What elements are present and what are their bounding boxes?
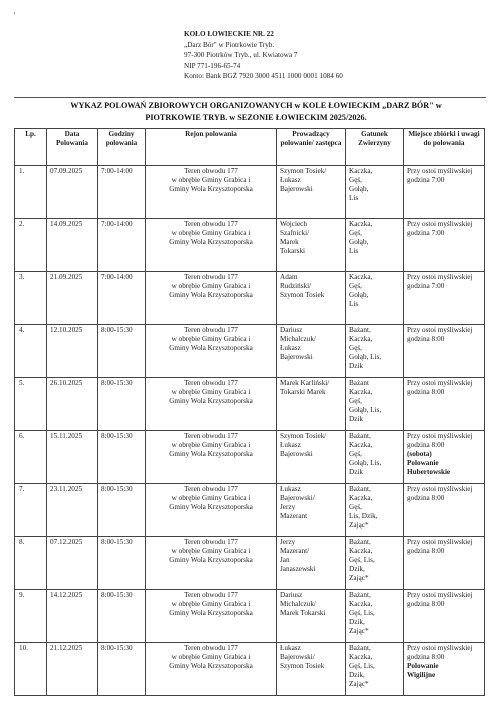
- leader-line: Łukasz: [280, 644, 301, 652]
- corner-tick-mark: ': [14, 11, 16, 20]
- area-line: w obrębie Gminy Grabica i: [171, 175, 251, 184]
- place-line: Przy ostoi myśliwskiej: [407, 220, 473, 228]
- area-line: Teren obwodu 177: [184, 432, 238, 440]
- cell-place: [404, 325, 485, 378]
- leader-line: Łukasz: [280, 485, 301, 493]
- cell-hours: 7:00-14:00: [98, 166, 146, 219]
- table-row: [15, 378, 485, 431]
- cell-place: [404, 643, 485, 696]
- game-line: Gołąb, Lis,: [349, 458, 382, 467]
- place-line: godzina 7:00: [407, 175, 445, 184]
- cell-lp: 10.: [15, 643, 47, 696]
- area-line: Gminy Wola Krzysztoporska: [169, 661, 253, 670]
- leader-line: Janaszewski: [280, 564, 316, 573]
- game-line: Gołąb,: [349, 237, 369, 246]
- cell-lp: 4.: [15, 325, 47, 378]
- game-line: Kaczka,: [349, 493, 373, 502]
- area-line: Teren obwodu 177: [184, 326, 238, 334]
- cell-place: [404, 378, 485, 431]
- table-row: [15, 325, 485, 378]
- leader-line: Dariusz: [280, 591, 303, 599]
- leader-line: Rudziński/: [280, 281, 312, 290]
- place-line: Przy ostoi myśliwskiej: [407, 432, 473, 440]
- cell-leader: [277, 590, 346, 643]
- game-line: Kaczka,: [349, 220, 373, 228]
- cell-date: 23.11.2025: [47, 484, 98, 537]
- cell-area: [146, 431, 277, 484]
- place-line: godzina 7:00: [407, 228, 445, 237]
- leader-line: Adam: [280, 273, 298, 281]
- game-line: Kaczka,: [349, 599, 373, 608]
- area-line: w obrębie Gminy Grabica i: [171, 493, 251, 502]
- cell-hours: 7:00-14:00: [98, 272, 146, 325]
- cell-place: [404, 431, 485, 484]
- cell-leader: [277, 272, 346, 325]
- game-line: Bażant,: [349, 326, 371, 334]
- cell-hours: 8:00-15:30: [98, 643, 146, 696]
- area-line: Gminy Wola Krzysztoporska: [169, 343, 253, 352]
- cell-hours: 8:00-15:30: [98, 484, 146, 537]
- place-line: Przy ostoi myśliwskiej: [407, 379, 473, 387]
- leader-line: Łukasz: [280, 343, 301, 352]
- title-line-2: PIOTRKOWIE TRYB. w SEZONIE ŁOWIECKIM 2025/2026.: [145, 112, 367, 122]
- place-line: Polowanie: [407, 661, 439, 670]
- area-line: Teren obwodu 177: [184, 379, 238, 387]
- leader-line: Szymon Tosiek/: [280, 432, 327, 440]
- leader-line: Michalczuk/: [280, 334, 316, 343]
- header-leader: Prowadzący polowanie/ zastępca: [277, 129, 346, 166]
- leader-line: Michalczuk/: [280, 599, 316, 608]
- cell-area: [146, 590, 277, 643]
- leader-line: Marek: [280, 237, 299, 246]
- cell-hours: 8:00-15:30: [98, 590, 146, 643]
- cell-date: 15.11.2025: [47, 431, 98, 484]
- area-line: Gminy Wola Krzysztoporska: [169, 396, 253, 405]
- table-row: [15, 431, 485, 484]
- game-line: Gęś,: [349, 228, 362, 237]
- game-line: Kaczka,: [349, 334, 373, 343]
- table-row: [15, 166, 485, 219]
- place-line: godzina 8:00: [407, 493, 445, 502]
- cell-date: 07.09.2025: [47, 166, 98, 219]
- game-line: Gołąb, Lis,: [349, 352, 382, 361]
- header-lp: Lp.: [15, 129, 47, 166]
- area-line: Teren obwodu 177: [184, 538, 238, 546]
- table-row: [15, 272, 485, 325]
- cell-place: [404, 537, 485, 590]
- cell-place: [404, 590, 485, 643]
- cell-date: 21.09.2025: [47, 272, 98, 325]
- cell-hours: 8:00-15:30: [98, 537, 146, 590]
- game-line: Dzik,: [349, 617, 365, 626]
- cell-game: [346, 484, 404, 537]
- game-line: Gęś, Lis,: [349, 555, 375, 564]
- cell-area: [146, 166, 277, 219]
- club-subname: „Darz Bór" w Piotrkowie Tryb.: [184, 40, 275, 49]
- area-line: Gminy Wola Krzysztoporska: [169, 184, 253, 193]
- cell-hours: 8:00-15:30: [98, 431, 146, 484]
- game-line: Lis: [349, 299, 359, 308]
- table-row: [15, 537, 485, 590]
- cell-area: [146, 643, 277, 696]
- cell-leader: [277, 325, 346, 378]
- place-line: godzina 8:00: [407, 334, 445, 343]
- game-line: Bażant,: [349, 485, 371, 493]
- area-line: Gminy Wola Krzysztoporska: [169, 555, 253, 564]
- place-line: Przy ostoi myśliwskiej: [407, 326, 473, 334]
- club-nip: NIP 771-196-65-74: [184, 61, 241, 70]
- place-line: Hubertowskie: [407, 467, 451, 476]
- game-line: Gęś,: [349, 502, 362, 511]
- header-divider: [14, 97, 486, 98]
- area-line: Gminy Wola Krzysztoporska: [169, 237, 253, 246]
- game-line: Kaczka,: [349, 167, 373, 175]
- cell-lp: 3.: [15, 272, 47, 325]
- hunts-table: [14, 128, 485, 696]
- game-line: Gęś,: [349, 396, 362, 405]
- leader-line: Tokarski: [280, 246, 306, 255]
- game-line: Gęś, Lis,: [349, 608, 375, 617]
- cell-game: [346, 378, 404, 431]
- title-line-1: WYKAZ POLOWAŃ ZBIOROWYCH ORGANIZOWANYCH w KOLE ŁOWIECKIM „DARZ BÓR" w: [70, 101, 442, 110]
- cell-leader: [277, 166, 346, 219]
- place-line: Przy ostoi myśliwskiej: [407, 591, 473, 599]
- game-line: Kaczka,: [349, 546, 373, 555]
- cell-area: [146, 219, 277, 272]
- document-title: [36, 100, 476, 123]
- header-hours: Godziny polowania: [98, 129, 146, 166]
- area-line: Gminy Wola Krzysztoporska: [169, 502, 253, 511]
- header-area: Rejon polowania: [146, 129, 277, 166]
- cell-place: [404, 484, 485, 537]
- leader-line: Jerzy: [280, 502, 296, 511]
- leader-line: Mazerant/: [280, 546, 310, 555]
- cell-date: 14.09.2025: [47, 219, 98, 272]
- game-line: Gęś,: [349, 175, 362, 184]
- place-line: Polowanie: [407, 458, 439, 467]
- cell-hours: 7:00-14:00: [98, 219, 146, 272]
- cell-hours: 8:00-15:30: [98, 325, 146, 378]
- area-line: Gminy Wola Krzysztoporska: [169, 608, 253, 617]
- cell-area: [146, 378, 277, 431]
- area-line: Teren obwodu 177: [184, 220, 238, 228]
- header-date: Data Polowania: [47, 129, 98, 166]
- cell-date: 07.12.2025: [47, 537, 98, 590]
- area-line: w obrębie Gminy Grabica i: [171, 334, 251, 343]
- game-line: Dzik,: [349, 670, 365, 679]
- game-line: Lis: [349, 246, 359, 255]
- game-line: Gołąb,: [349, 184, 369, 193]
- cell-lp: 9.: [15, 590, 47, 643]
- cell-hours: 8:00-15:30: [98, 378, 146, 431]
- club-bank-account: Konto: Bank BGŻ 7920 3000 4511 1000 0001 1084 60: [184, 72, 343, 81]
- place-line: (sobota): [407, 449, 432, 458]
- cell-game: [346, 643, 404, 696]
- leader-line: Bajerowski/: [280, 493, 315, 502]
- cell-place: [404, 219, 485, 272]
- leader-line: Szymon Tosiek: [280, 661, 325, 670]
- cell-area: [146, 537, 277, 590]
- area-line: w obrębie Gminy Grabica i: [171, 387, 251, 396]
- game-line: Lis, Dzik,: [349, 511, 378, 520]
- area-line: w obrębie Gminy Grabica i: [171, 546, 251, 555]
- cell-leader: [277, 431, 346, 484]
- header-game: Gatunek Zwierzyny: [346, 129, 404, 166]
- table-row: [15, 643, 485, 696]
- game-line: Bażant: [349, 379, 369, 387]
- game-line: Bażant,: [349, 591, 371, 599]
- cell-place: [404, 272, 485, 325]
- game-line: Gęś,: [349, 449, 362, 458]
- cell-game: [346, 537, 404, 590]
- cell-lp: 7.: [15, 484, 47, 537]
- leader-line: Bajerowski: [280, 449, 313, 458]
- game-line: Kaczka,: [349, 273, 373, 281]
- place-line: godzina 7:00: [407, 281, 445, 290]
- cell-leader: [277, 219, 346, 272]
- game-line: Dzik: [349, 467, 363, 476]
- game-line: Bażant,: [349, 538, 371, 546]
- area-line: w obrębie Gminy Grabica i: [171, 228, 251, 237]
- leader-line: Wojciech: [280, 220, 307, 228]
- area-line: Teren obwodu 177: [184, 644, 238, 652]
- leader-line: Szafnicki/: [280, 228, 310, 237]
- area-line: w obrębie Gminy Grabica i: [171, 652, 251, 661]
- area-line: w obrębie Gminy Grabica i: [171, 599, 251, 608]
- leader-line: Bajerowski: [280, 352, 313, 361]
- game-line: Gołąb, Lis,: [349, 405, 382, 414]
- cell-game: [346, 272, 404, 325]
- leader-line: Jerzy: [280, 538, 296, 546]
- cell-game: [346, 590, 404, 643]
- place-line: Przy ostoi myśliwskiej: [407, 644, 473, 652]
- cell-lp: 1.: [15, 166, 47, 219]
- cell-place: [404, 166, 485, 219]
- area-line: Teren obwodu 177: [184, 167, 238, 175]
- game-line: Bażant,: [349, 644, 371, 652]
- cell-game: [346, 325, 404, 378]
- game-line: Lis: [349, 193, 359, 202]
- leader-line: Mazerant: [280, 511, 308, 520]
- area-line: Teren obwodu 177: [184, 591, 238, 599]
- place-line: Przy ostoi myśliwskiej: [407, 538, 473, 546]
- leader-line: Tokarski Marek: [280, 387, 326, 396]
- area-line: Gminy Wola Krzysztoporska: [169, 290, 253, 299]
- leader-line: Szymon Tosiek: [280, 290, 325, 299]
- cell-game: [346, 431, 404, 484]
- leader-line: Łukasz: [280, 175, 301, 184]
- cell-area: [146, 325, 277, 378]
- table-header-row: [15, 129, 485, 166]
- place-line: Wigilijne: [407, 670, 436, 679]
- table-row: [15, 590, 485, 643]
- cell-date: 21.12.2025: [47, 643, 98, 696]
- leader-line: Dariusz: [280, 326, 303, 334]
- cell-game: [346, 219, 404, 272]
- header-place: Miejsce zbiórki i uwagi do polowania: [404, 129, 485, 166]
- cell-lp: 8.: [15, 537, 47, 590]
- cell-lp: 5.: [15, 378, 47, 431]
- area-line: Teren obwodu 177: [184, 485, 238, 493]
- leader-line: Bajerowski/: [280, 652, 315, 661]
- table-row: [15, 484, 485, 537]
- game-line: Dzik,: [349, 564, 365, 573]
- leader-line: Łukasz: [280, 440, 301, 449]
- game-line: Kaczka,: [349, 652, 373, 661]
- game-line: Gołąb,: [349, 290, 369, 299]
- game-line: Bażant,: [349, 432, 371, 440]
- cell-date: 14.12.2025: [47, 590, 98, 643]
- leader-line: Marek Tokarski: [280, 608, 326, 617]
- game-line: Gęś, Lis,: [349, 661, 375, 670]
- cell-date: 26.10.2025: [47, 378, 98, 431]
- cell-date: 12.10.2025: [47, 325, 98, 378]
- area-line: Teren obwodu 177: [184, 273, 238, 281]
- cell-lp: 2.: [15, 219, 47, 272]
- cell-game: [346, 166, 404, 219]
- club-letterhead: [184, 29, 343, 82]
- place-line: Przy ostoi myśliwskiej: [407, 167, 473, 175]
- cell-area: [146, 484, 277, 537]
- club-address: 97-300 Piotrków Tryb., ul. Kwiatowa 7: [184, 51, 298, 60]
- table-row: [15, 219, 485, 272]
- leader-line: Jan: [280, 555, 290, 564]
- game-line: Kaczka,: [349, 440, 373, 449]
- game-line: Gęś,: [349, 281, 362, 290]
- game-line: Gęś,: [349, 343, 362, 352]
- game-line: Dzik: [349, 414, 363, 423]
- cell-leader: [277, 537, 346, 590]
- game-line: Zając*: [349, 626, 369, 635]
- place-line: godzina 8:00: [407, 652, 445, 661]
- club-name: KOŁO ŁOWIECKIE NR. 22: [184, 30, 274, 38]
- place-line: Przy ostoi myśliwskiej: [407, 273, 473, 281]
- place-line: Przy ostoi myśliwskiej: [407, 485, 473, 493]
- game-line: Kaczka,: [349, 387, 373, 396]
- place-line: godzina 8:00: [407, 546, 445, 555]
- table-body: [15, 166, 485, 696]
- leader-line: Bajerowski: [280, 184, 313, 193]
- cell-leader: [277, 484, 346, 537]
- game-line: Zając*: [349, 679, 369, 688]
- game-line: Zając*: [349, 520, 369, 529]
- cell-lp: 6.: [15, 431, 47, 484]
- game-line: Dzik: [349, 361, 363, 370]
- area-line: w obrębie Gminy Grabica i: [171, 281, 251, 290]
- area-line: Gminy Wola Krzysztoporska: [169, 449, 253, 458]
- cell-leader: [277, 378, 346, 431]
- place-line: godzina 8:00: [407, 440, 445, 449]
- cell-area: [146, 272, 277, 325]
- area-line: w obrębie Gminy Grabica i: [171, 440, 251, 449]
- leader-line: Szymon Tosiek/: [280, 167, 327, 175]
- cell-leader: [277, 643, 346, 696]
- game-line: Zając*: [349, 573, 369, 582]
- place-line: godzina 8:00: [407, 599, 445, 608]
- place-line: godzina 8:00: [407, 387, 445, 396]
- leader-line: Marek Karliński/: [280, 379, 330, 387]
